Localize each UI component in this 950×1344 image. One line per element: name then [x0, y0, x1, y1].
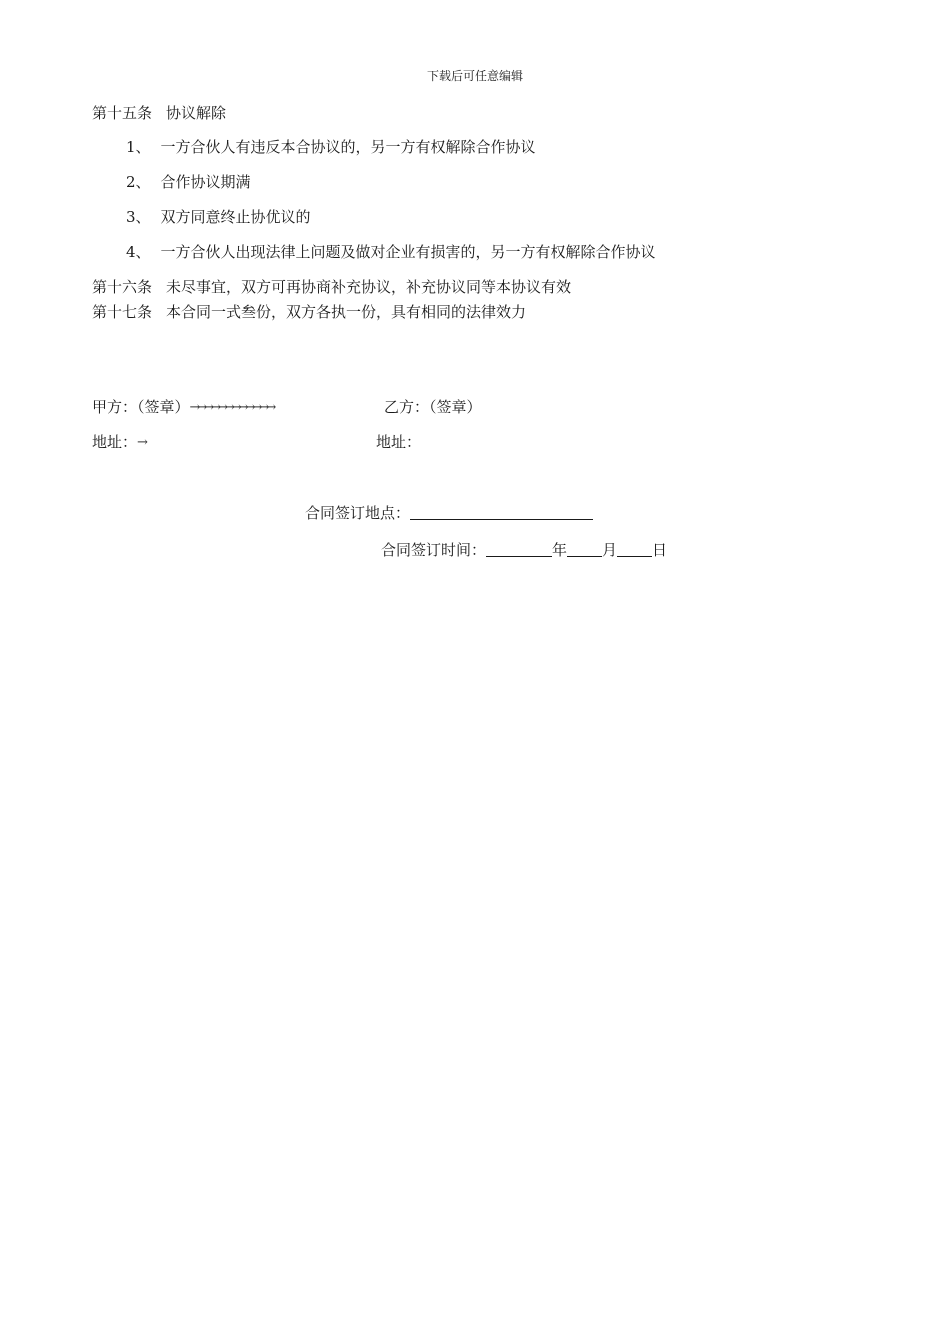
header-note: 下载后可任意编辑 [426, 69, 523, 83]
article-17-text: 本合同一式叁份，双方各执一份，具有相同的法律效力 [166, 303, 527, 321]
article-15-clause-3 [126, 207, 311, 227]
signing-place [305, 503, 593, 523]
party-a-label: 甲方：（签章） [92, 398, 190, 416]
article-16 [92, 277, 571, 297]
article-16-number: 第十六条 [92, 278, 153, 296]
signing-time [381, 540, 667, 560]
month-blank [567, 540, 602, 557]
day-blank [617, 540, 652, 557]
clause-number: 4、 [126, 243, 151, 261]
clause-text: 合作协议期满 [160, 173, 251, 191]
party-b-address [376, 432, 421, 452]
clause-number: 2、 [126, 173, 151, 191]
clause-text: 一方合伙人出现法律上问题及做对企业有损害的，另一方有权解除合作协议 [160, 243, 656, 261]
clause-text: 一方合伙人有违反本合协议的，另一方有权解除合作协议 [160, 138, 536, 156]
article-15-number: 第十五条 [92, 104, 153, 122]
party-a-signature [92, 397, 272, 418]
tab-arrow-mark: → [137, 435, 144, 450]
article-15-clause-4 [126, 242, 656, 262]
signing-place-label: 合同签订地点： [305, 504, 411, 522]
year-label: 年 [552, 541, 568, 559]
clause-number: 1、 [126, 138, 151, 156]
party-a-address [92, 432, 144, 453]
article-15-clause-1 [126, 137, 536, 157]
article-17-number: 第十七条 [92, 303, 153, 321]
day-label: 日 [652, 541, 668, 559]
address-b-label: 地址： [376, 433, 422, 451]
signing-place-blank [410, 503, 593, 520]
article-15-heading [92, 103, 226, 123]
article-15-title: 协议解除 [166, 104, 227, 122]
address-a-label: 地址： [92, 433, 138, 451]
clause-text: 双方同意终止协优议的 [160, 208, 311, 226]
party-b-signature [384, 397, 482, 417]
party-b-label: 乙方：（签章） [384, 398, 482, 416]
tab-arrow-marks: →→→→→→→→→→→→ [189, 400, 273, 415]
clause-number: 3、 [126, 208, 151, 226]
signing-time-label: 合同签订时间： [381, 541, 487, 559]
article-17 [92, 302, 526, 322]
month-label: 月 [602, 541, 618, 559]
article-15-clause-2 [126, 172, 251, 192]
year-blank [486, 540, 552, 557]
article-16-text: 未尽事宜，双方可再协商补充协议，补充协议同等本协议有效 [166, 278, 572, 296]
